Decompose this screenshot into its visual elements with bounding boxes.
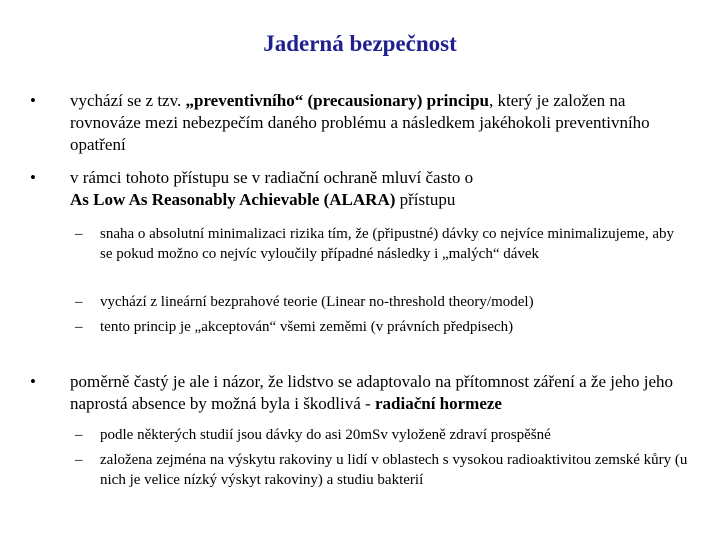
bullet-marker: • <box>30 372 36 391</box>
sub-bullet-text: tento princip je „akceptován“ všemi zeměmi (v právních předpisech) <box>100 319 514 335</box>
bullet-text: vychází se z tzv. „preventivního“ (precausionary) principu, který je založen na rovnováze mezi nebezpečím daného problému a následkem jakéhokoli preventivního opatření <box>70 91 650 154</box>
bold-term: „preventivního“ (precausionary) principu <box>185 91 489 110</box>
sub-bullet-accepted <box>75 317 690 337</box>
sub-bullet-minimization <box>75 224 690 264</box>
bullet-alara <box>30 167 690 211</box>
bullet-hormesis <box>30 371 690 415</box>
sub-bullet-text: vychází z lineární bezprahové teorie (Linear no-threshold theory/model) <box>100 294 534 310</box>
dash-marker: – <box>75 452 83 468</box>
sub-bullet-text: podle některých studií jsou dávky do asi 20mSv vyloženě zdraví prospěšné <box>100 427 551 443</box>
sub-bullet-20msv <box>75 425 690 445</box>
dash-marker: – <box>75 294 83 310</box>
bullet-marker: • <box>30 91 36 110</box>
bullet-precautionary-principle <box>30 90 690 156</box>
dash-marker: – <box>75 427 83 443</box>
bold-term: radiační hormeze <box>374 394 502 413</box>
bullet-text: v rámci tohoto přístupu se v radiační ochraně mluví často o As Low As Reasonably Achievable (ALARA) přístupu <box>70 168 474 209</box>
sub-bullet-linear-model <box>75 292 690 312</box>
slide-title: Jaderná bezpečnost <box>263 31 457 56</box>
sub-bullet-text: založena zejména na výskytu rakoviny u lidí v oblastech s vysokou radioaktivitou zemské kůry (u nich je velice nízký výskyt rakoviny) a studiu bakterií <box>100 452 688 488</box>
bullet-marker: • <box>30 168 36 187</box>
sub-bullet-radioactivity <box>75 450 690 490</box>
bullet-text: poměrně častý je ale i názor, že lidstvo se adaptovalo na přítomnost záření a že jeho jeho naprostá absence by možná byla i škodlivá - radiační hormeze <box>70 372 674 413</box>
dash-marker: – <box>75 319 83 335</box>
dash-marker: – <box>75 226 83 242</box>
bold-term: As Low As Reasonably Achievable (ALARA) <box>70 190 396 209</box>
sub-bullet-text: snaha o absolutní minimalizaci rizika tím, že (připustné) dávky co nejvíce minimalizujeme, aby se pokud možno co nejvíc vyloučily případné následky i „malých“ dávek <box>100 226 674 262</box>
